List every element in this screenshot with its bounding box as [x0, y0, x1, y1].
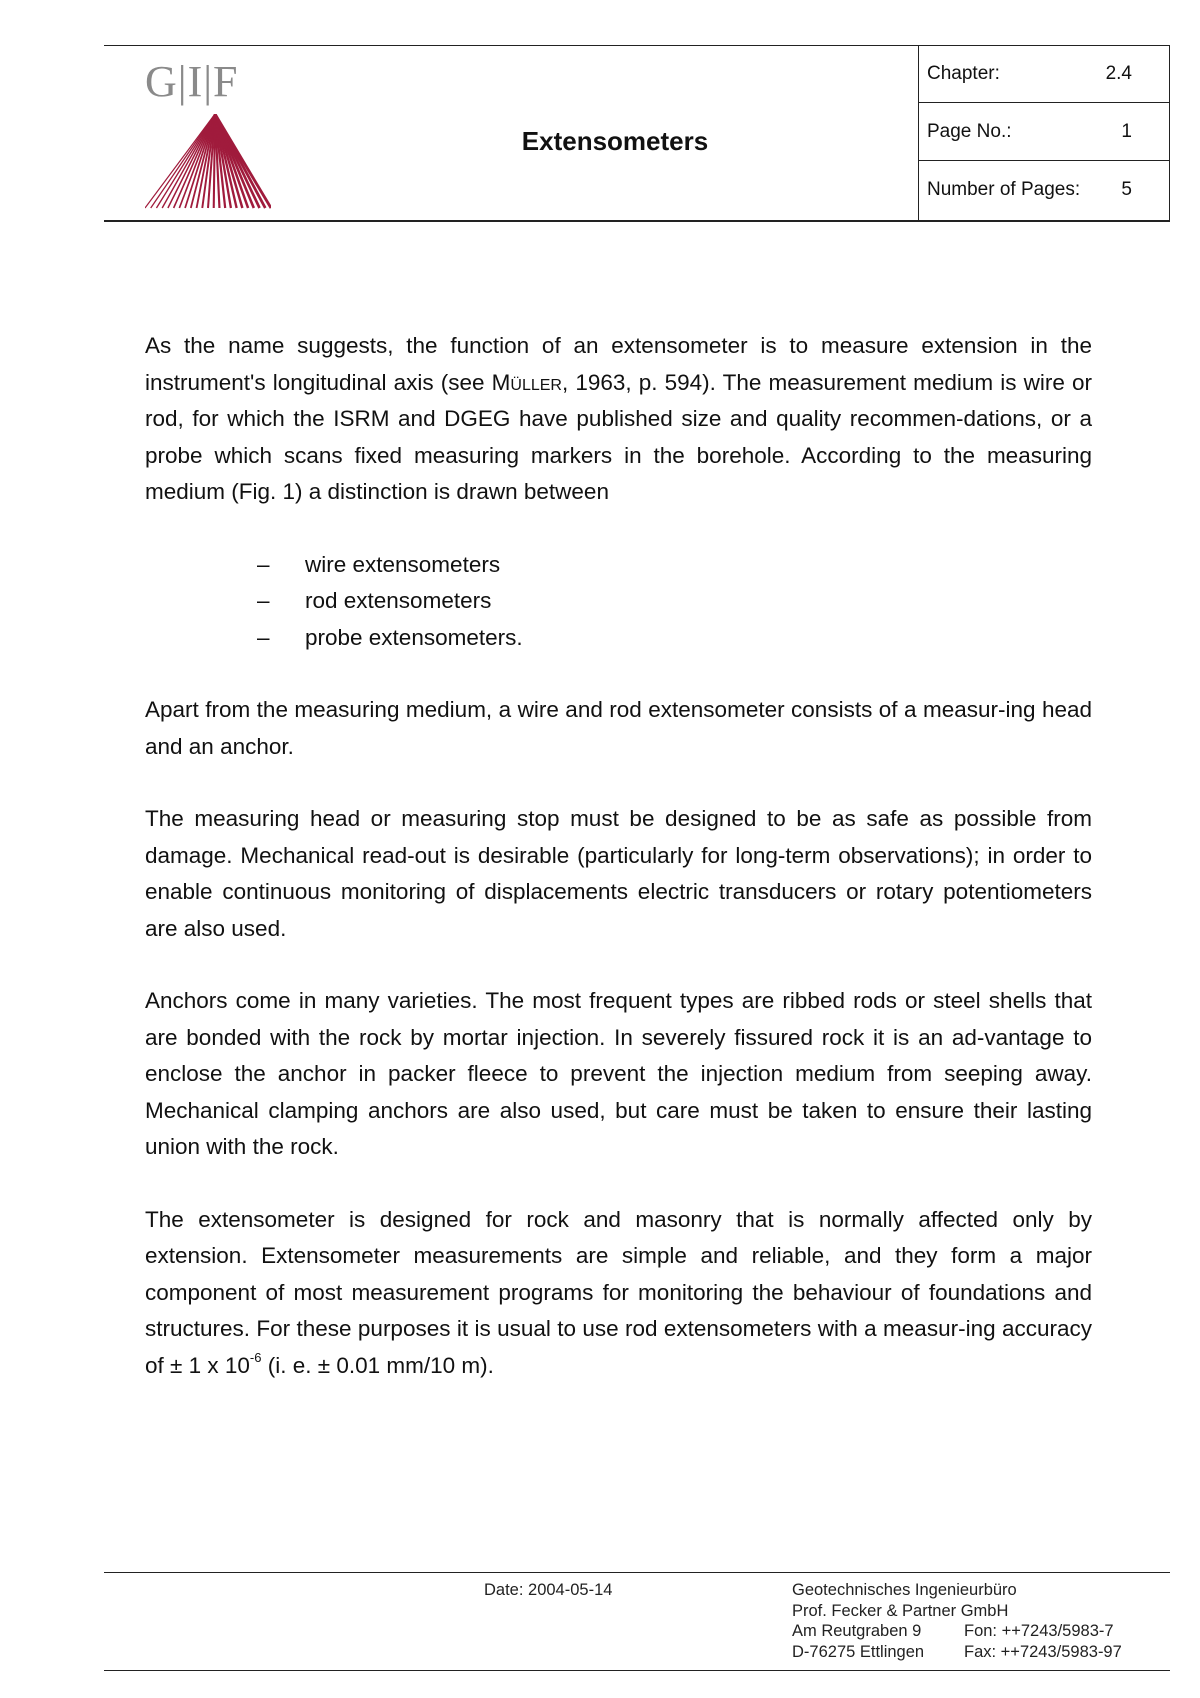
- list-item: [145, 620, 1092, 657]
- document-title: Extensometers: [521, 126, 709, 156]
- paragraph-applications-text-a: The extensometer is designed for rock and masonry that is normally affected only by extension. Extensometer measurements are simple and reliable, and they form a major component of most measurement programs for monitoring the behaviour of foundations and structures. For these purposes it is usual to use rod extensometers with a measur-ing accuracy of ± 1 x 10: [145, 1206, 1092, 1378]
- page-number-label: Page No.:: [927, 120, 1012, 142]
- list-item: [145, 547, 1092, 584]
- paragraph-measuring-medium: Apart from the measuring medium, a wire and rod extensometer consists of a measur-ing head and an anchor.: [145, 697, 1092, 759]
- paragraph-intro-text-a: As the name suggests, the function of an extensometer is to measure extension in the instrument's longitudinal axis (see: [145, 333, 1092, 395]
- header-info-box: [918, 45, 1170, 221]
- paragraph-applications-text-b: (i. e. ± 0.01 mm/10 m).: [261, 1352, 494, 1378]
- list-item-text: probe extensometers.: [305, 624, 523, 650]
- dash-bullet: –: [257, 588, 270, 613]
- footer-company-name: Geotechnisches Ingenieurbüro: [792, 1581, 1017, 1599]
- paragraph-intro: [145, 328, 1092, 511]
- footer-date: Date: 2004-05-14: [484, 1581, 613, 1599]
- footer-city: D-76275 Ettlingen: [792, 1642, 925, 1661]
- page-number-value: 1: [1121, 120, 1132, 142]
- footer-bottom-rule: [104, 1670, 1170, 1671]
- footer-fax: Fax: ++7243/5983-97: [964, 1642, 1122, 1661]
- footer-phone: Fon: ++7243/5983-7: [964, 1622, 1114, 1640]
- chapter-label: Chapter:: [927, 62, 1000, 84]
- chapter-row: [919, 45, 1170, 103]
- footer-street: Am Reutgraben 9: [792, 1622, 922, 1640]
- chapter-value: 2.4: [1105, 62, 1132, 84]
- page-number-row: [919, 103, 1170, 161]
- paragraph-anchors: Anchors come in many varieties. The most frequent types are ribbed rods or steel shells that are bonded with the rock by mortar injection. In severely fissured rock it is an ad-vantage to enclose the anchor in packer fleece to prevent the injection medium from seeping away. Mechanical clamping anchors are also used, but care must be taken to ensure their lasting union with the rock.: [145, 988, 1092, 1159]
- footer-top-rule: [104, 1572, 1170, 1573]
- document-body: [145, 328, 1092, 1420]
- list-item-text: wire extensometers: [305, 551, 501, 577]
- paragraph-intro-text-b: , 1963, p. 594). The measurement medium is wire or rod, for which the ISRM and DGEG have published size and quality recommen-dations, or a probe which scans fixed measuring markers in the borehole. According to the measuring medium (Fig. 1) a distinction is drawn between: [145, 369, 1092, 504]
- paragraph-measuring-head: The measuring head or measuring stop must be designed to be as safe as possible from damage. Mechanical read-out is desirable (particularly for long-term observations); in order to enable continuous monitoring of displacements electric transducers or rotary potentiometers are also used.: [145, 806, 1092, 941]
- list-item-text: rod extensometers: [305, 588, 492, 613]
- paragraph-applications: [145, 1202, 1092, 1385]
- dash-bullet: –: [257, 624, 270, 650]
- dash-bullet: –: [257, 551, 270, 577]
- citation-author: Müller: [491, 369, 562, 395]
- company-logo-triangle-icon: [145, 114, 271, 210]
- footer-company-partner: Prof. Fecker & Partner GmbH: [792, 1601, 1009, 1620]
- number-of-pages-row: [919, 161, 1170, 219]
- number-of-pages-value: 5: [1121, 179, 1132, 200]
- company-logo-text: G|I|F: [145, 57, 239, 106]
- exponent: -6: [249, 1350, 262, 1365]
- number-of-pages-label: Number of Pages:: [927, 179, 1081, 200]
- footer-contact: [964, 1621, 1122, 1662]
- list-item: [145, 583, 1092, 620]
- extensometer-types-list: [145, 547, 1092, 657]
